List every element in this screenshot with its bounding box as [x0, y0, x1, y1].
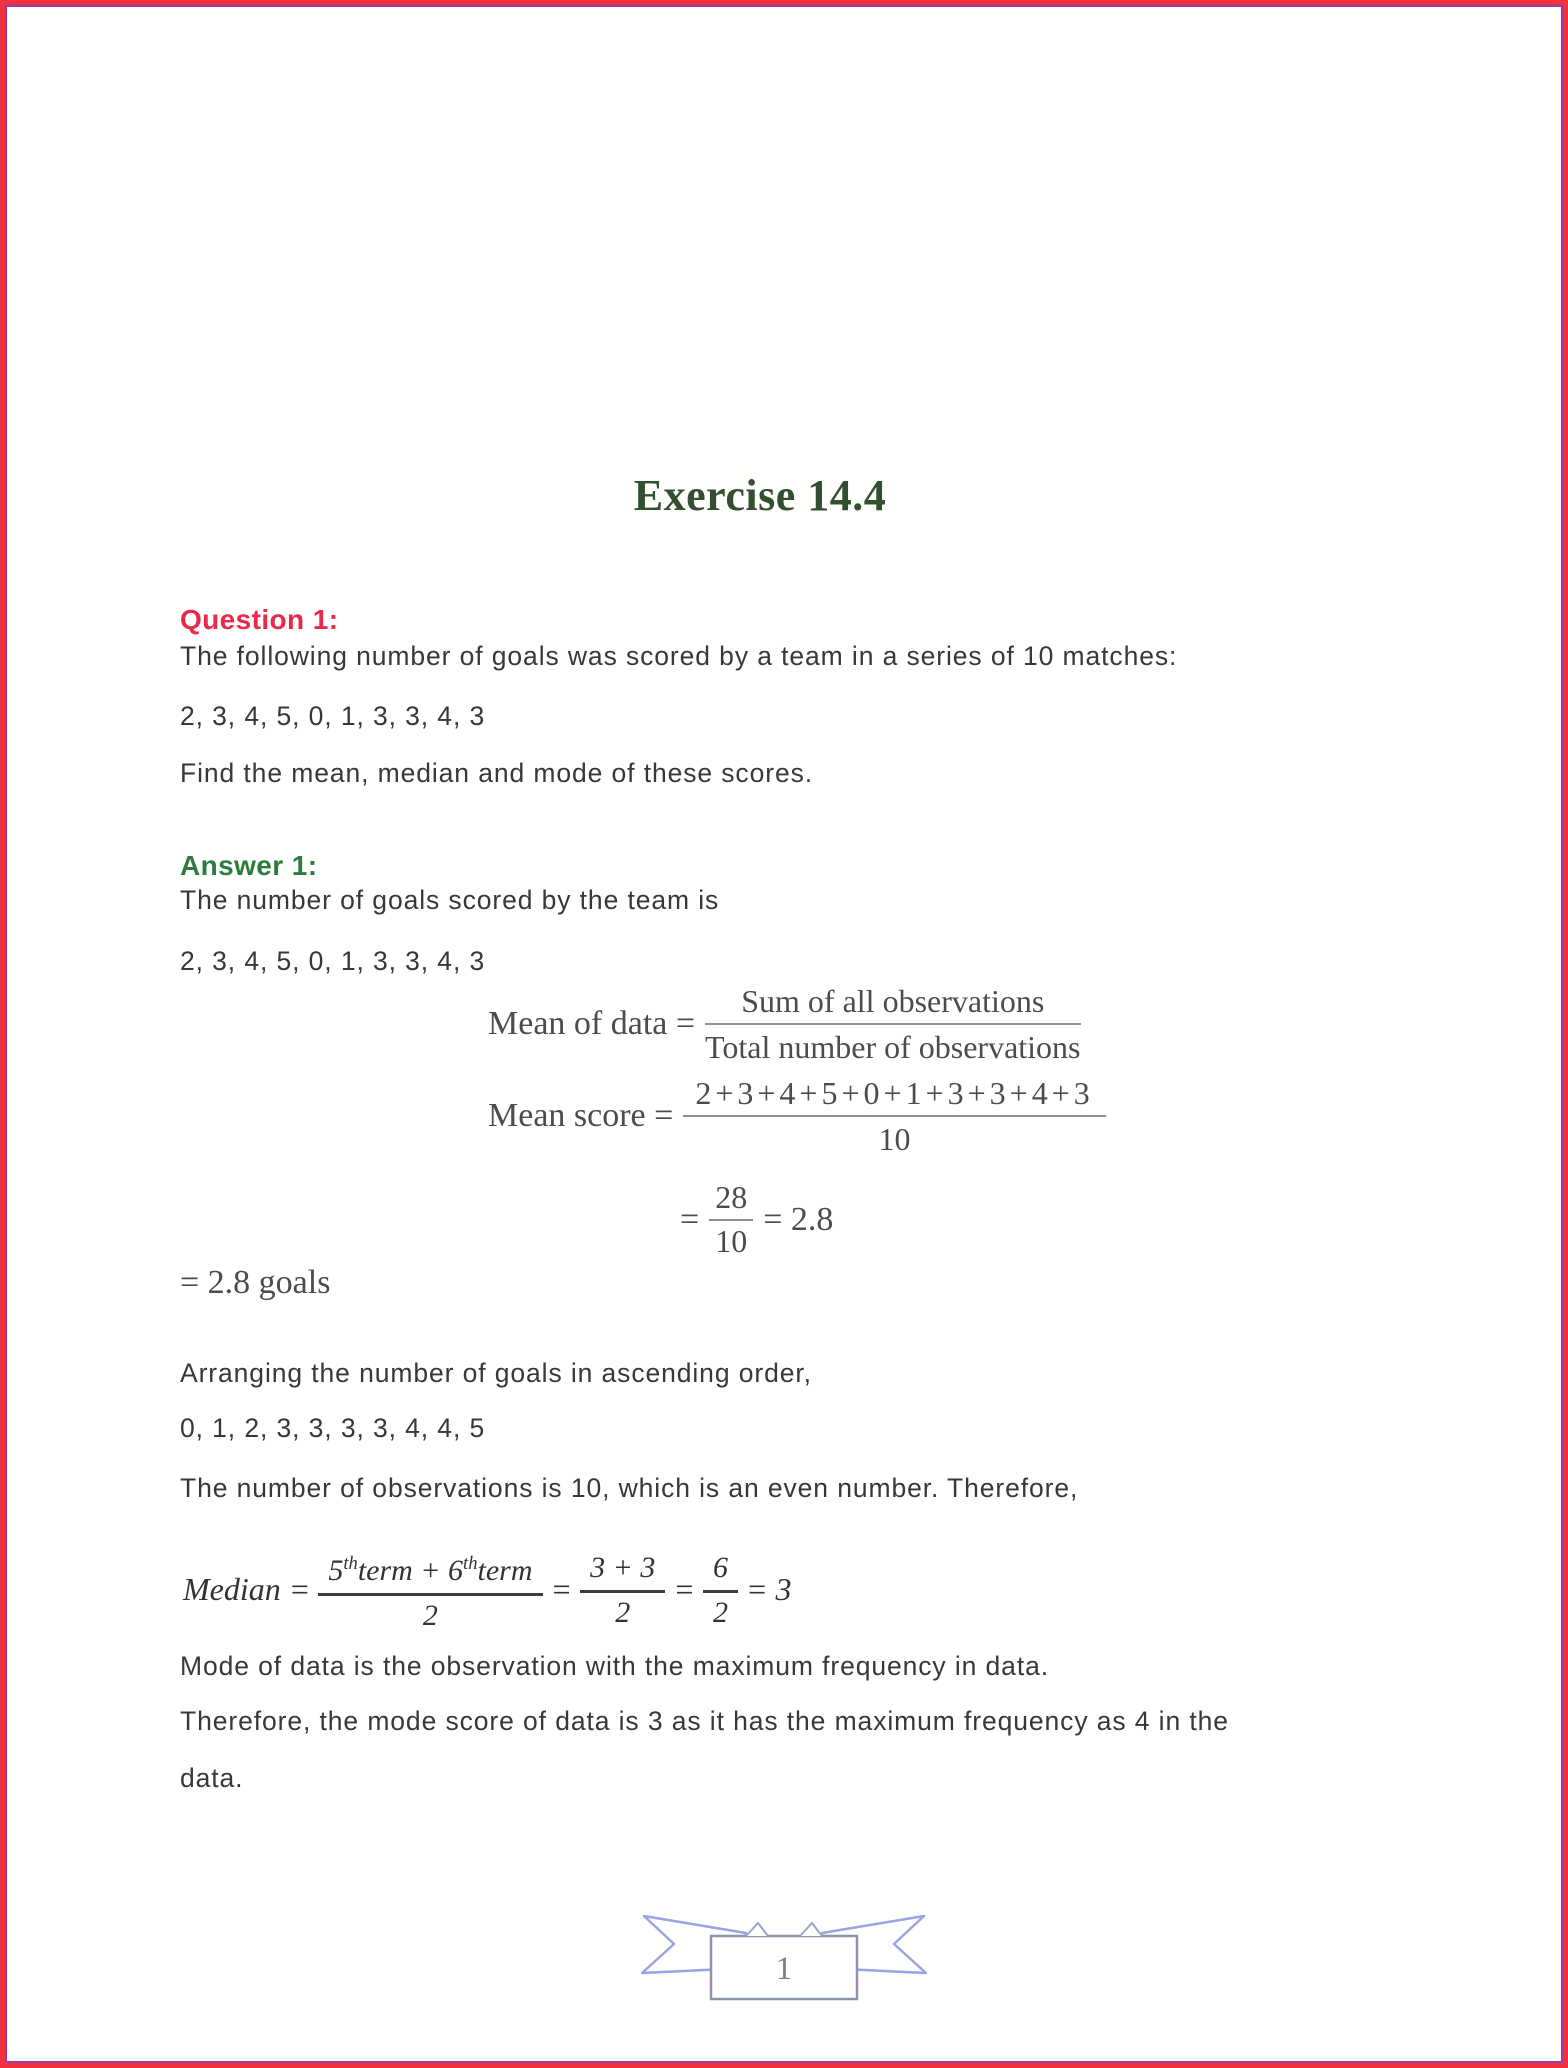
- page-number: 1: [775, 1951, 793, 1987]
- question-data-line: 2, 3, 4, 5, 0, 1, 3, 3, 4, 3: [180, 701, 486, 731]
- question-heading: Question 1:: [180, 604, 339, 635]
- arranging-note: Arranging the number of goals in ascending order,: [180, 1358, 812, 1388]
- question-statement: The following number of goals was scored by a team in a series of 10 matches:: [180, 641, 1178, 671]
- mean-of-data-lhs: Mean of data =: [488, 1005, 696, 1042]
- mean-result-goals: = 2.8 goals: [180, 1264, 331, 1301]
- mean-score-equation: [488, 1073, 1388, 1159]
- median-fraction-1: [318, 1545, 542, 1634]
- mean-of-data-equation: [488, 981, 1388, 1067]
- mean-result-equals: =: [680, 1201, 700, 1238]
- mean-score-denominator: 10: [878, 1121, 911, 1157]
- mode-conclusion-1: Therefore, the mode score of data is 3 as it has the maximum frequency as 4 in the: [180, 1706, 1229, 1736]
- ribbon-banner-icon: [634, 1906, 934, 2006]
- mean-score-lhs: Mean score =: [488, 1097, 674, 1134]
- median-result: = 3: [745, 1571, 792, 1607]
- mean-result-equation: [680, 1177, 1388, 1263]
- median-denominator: 2: [422, 1599, 438, 1632]
- page-title: Exercise 14.4: [633, 471, 887, 520]
- ribbon-fold-left: [746, 1923, 768, 1936]
- answer-intro: The number of goals scored by the team is: [180, 885, 720, 915]
- mean-result-numerator: 28: [709, 1177, 753, 1221]
- mean-result-value: = 2.8: [763, 1201, 834, 1238]
- answer-heading: Answer 1:: [180, 850, 318, 881]
- observation-note: The number of observations is 10, which is an even number. Therefore,: [180, 1473, 1079, 1503]
- median-lhs: Median =: [183, 1571, 311, 1607]
- sorted-data-line: 0, 1, 2, 3, 3, 3, 3, 4, 4, 5: [180, 1413, 486, 1443]
- median-fraction-2: $\frac{3 + 3}{2}$: [580, 1549, 665, 1631]
- median-equals-3: =: [673, 1571, 695, 1607]
- median-equals-2: =: [550, 1571, 573, 1607]
- mean-result-fraction: [709, 1177, 753, 1263]
- median-numerator: 5thterm + 6thterm: [318, 1545, 542, 1596]
- median-equation: [183, 1545, 1388, 1634]
- page-number-ribbon: [634, 1906, 934, 2006]
- mode-definition: Mode of data is the observation with the maximum frequency in data.: [180, 1651, 1049, 1681]
- mean-score-numerator: 2+3+4+5+0+1+3+3+4+3: [683, 1073, 1105, 1117]
- page-content: [0, 604, 1568, 1794]
- mean-result-denominator: 10: [715, 1223, 748, 1259]
- mode-conclusion-2: data.: [180, 1763, 244, 1793]
- answer-data-line: 2, 3, 4, 5, 0, 1, 3, 3, 4, 3: [180, 946, 486, 976]
- mean-of-data-denominator: Total number of observations: [705, 1029, 1081, 1065]
- mean-of-data-numerator: Sum of all observations: [705, 981, 1080, 1025]
- mean-of-data-fraction: [705, 981, 1080, 1067]
- median-fraction-3: $\frac{6}{2}$: [703, 1549, 738, 1631]
- ribbon-fold-right: [800, 1923, 822, 1936]
- question-task: Find the mean, median and mode of these scores.: [180, 758, 813, 788]
- mean-score-fraction: [683, 1073, 1105, 1159]
